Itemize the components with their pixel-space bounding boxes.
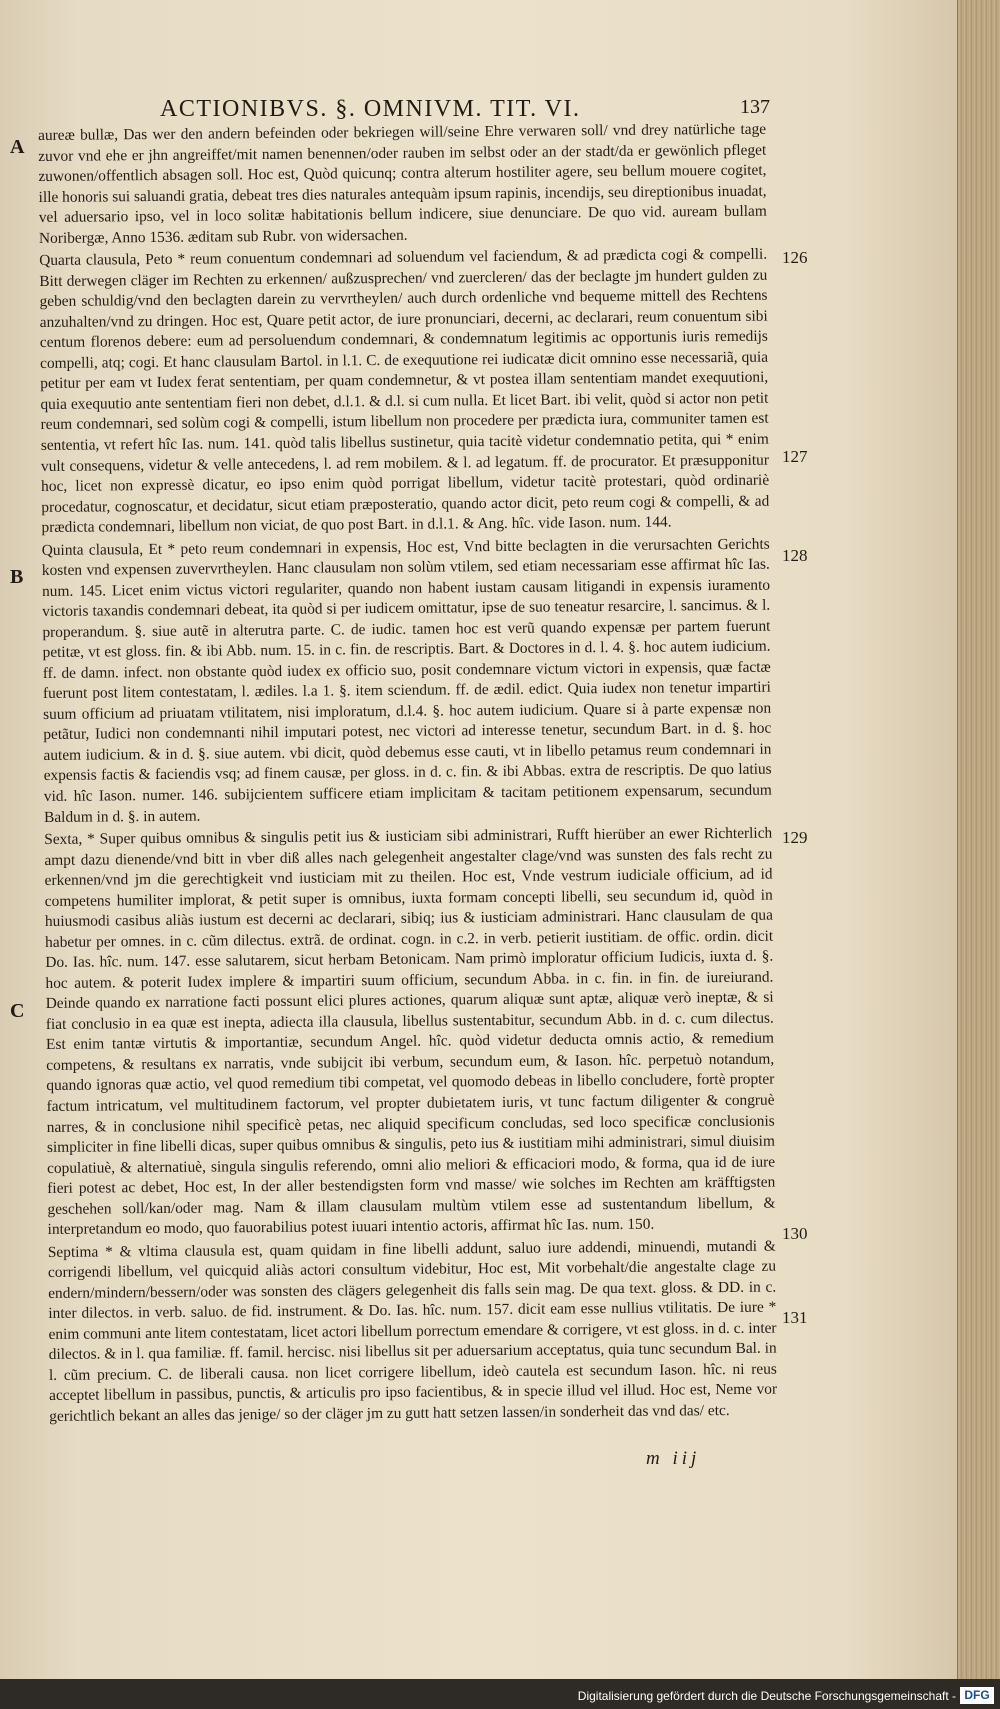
body-text bbox=[38, 120, 777, 1430]
paragraph-quarta-clausula: Quarta clausula, Peto * reum conuentum condemnari ad soluendum vel faciendum, & ad prædicta cogi & compelli. Bitt derwegen cläger im Rechten zu erkennen/ außzusprechen/ vnd zuercleren/ das der beclagte jm hundert gulden zu geben schuldig/vnd den beclagten darein zu vervrtheylen/ auch durch ordenliche vnd bequeme mittell des Rechtens anzuhalten/vnd zu dringen. Hoc est, Quare petit actor, de iure pronunciari, decerni, ac declarari, reum conuentum sibi centum florenos debere: eum ad persoluendum condemnari, & condemnatum legitimis ac opportunis iuris remedijs compelli, atq; cogi. Et hanc clausulam Bartol. in l.1. C. de exequutione rei iudicatæ dicit omnino esse necessariã, quia petitur per eam vt Iudex ferat sententiam, per quam condemnetur, & vt postea illam sententiam mandet exequutioni, quia exequutio ante sententiam fieri non debet, d.l.1. & d.l. si cum nulla. Et licet Bart. ibi velit, quòd si actor non petit reum condemnari, sed solùm cogi & compelli, istum libellum non procedere per prædicta iura, communiter tamen est sententia, vt refert hîc Ias. num. 141. quòd talis libellus sustinetur, quia tacitè videtur condemnatio petita, qui * enim vult consequens, videtur & velle antecedens, l. ad rem mobilem. & l. ad legatum. ff. de procurator. Et præsupponitur hoc, licet non expressè dicatur, eo ipso enim quòd porrigat libellum, videtur tacitè protestari, quòd ordinariè procedatur, cognoscatur, et decidatur, sicut etiam præposteratio, quando actor dicit, peto reum cogi & compelli, & ad prædicta condemnari, libellum non viciat, de quo post Bart. in d.l.1. & Ang. hîc. vide Iason. num. 144. bbox=[39, 245, 770, 537]
digitization-credit: Digitalisierung gefördert durch die Deutsche Forschungsgemeinschaft - bbox=[577, 1689, 956, 1703]
paragraph-septima-clausula: Septima * & vltima clausula est, quam quidam in fine libelli addunt, saluo iure addendi, minuendi, mutandi & corrigendi libellum, vel quicquid aliàs actori consultum videbitur, Hoc est, Mit vorbehalt/die angestalte clage zu endern/mindern/bessern/oder was sonsten des clägers gelegenheit dis falls sein mag. De qua text. gloss. & DD. in c. inter dilectos. in verb. saluo. de fid. instrument. & Do. Ias. hîc. num. 157. dicit eam esse nullius vtilitatis. De iure * enim communi ante litem contestatam, licet actori libellum porrectum emendare & corrigere, vt est gloss. in d. c. inter dilectos. & in l. qua familiæ. ff. famil. hercisc. nisi libellus sit per aduersarium acceptatus, quia tunc secundum Bal. in l. cũm precium. C. de liberali causa. non licet corrigere libellum, ideò cautela est secundum Iason. hîc. ni reus acceptet libellum in passibus, punctis, & articulis pro ipso facientibus, & in specie illud vel illud. Hoc est, Neme vor gerichtlich bekant an alles das jenige/ so der cläger jm zu gutt hatt setzen lassen/in sonderheit das vnd das/ etc. bbox=[47, 1237, 778, 1425]
margin-number-126: 126 bbox=[782, 248, 808, 267]
book-fore-edge bbox=[957, 0, 1000, 1690]
paragraph-aurea-bulla: aureæ bullæ, Das wer den andern befeinden oder bekriegen will/seine Ehre verwaren soll/ vnd drey natürliche tage zuvor vnd ehe er jhn angreiffet/mit namen benennen/oder rauben im selbst oder an der stadt/da er gewönlich pfleget zuwonen/offentlich absagen soll. Hoc est, Quòd quicunq; contra alterum hostiliter agere, seu bellum mouere cogitet, ille honoris sui saluandi gratia, debeat tres dies naturales antequàm ipsum rapinis, incendijs, seu direptionibus inuadat, vel aduersario ipso, vel in loco solitæ habitationis bellum indicere, siue denunciare. De quo vid. auream bullam Noribergæ, Anno 1536. æditam sub Rubr. von widersachen. bbox=[38, 120, 767, 247]
section-letter-a: A bbox=[10, 136, 25, 158]
margin-number-128: 128 bbox=[782, 546, 808, 565]
margin-number-130: 130 bbox=[782, 1224, 808, 1243]
signature-mark: m iij bbox=[646, 1448, 701, 1469]
margin-number-131: 131 bbox=[782, 1308, 808, 1327]
paragraph-sexta-clausula: Sexta, * Super quibus omnibus & singulis petit ius & iusticiam sibi administrari, Rufft hierüber an ewer Richterlich ampt dazu dienende/vnd bitt in vber diß alles nach gelegenheit angestalter clage/vnd was sunsten des fals recht zu erkennen/vnd jm die gerechtigkeit vnd iusticiam mit zu theilen. Hoc est, Vnde vestrum iudiciale officium, ad id competens humiliter implorat, & petit super is omnibus, iuxta formam concepti libelli, seu secundum id, quòd in huiusmodi casibus aliàs iustum est decerni ac declarari, sibiq; ius & iusticiam administrari. Hanc clausulam de qua habetur per omnes. in c. cũm dilectus. extrã. de ordinat. cogn. in c.2. in verb. petierit iustitiam. de offic. ordin. dicit Do. Ias. hîc. num. 147. esse salutarem, sicut herbam Betonicam. Nam primò imploratur officium Iudicis, iuxta d. §. hoc autem. & poterit Iudex implere & impartiri suum officium, secundum Abba. in c. fin. in fin. de iureiurand. Deinde quando ex narratione facti possunt elici plures actiones, quarum aliquæ sunt aptæ, aliquæ verò ineptæ, & si fiat conclusio in ea quæ est inepta, adiecta illa clausula, libellus sustentabitur, secundum Abb. in d. c. cum dilectus. Est enim tantæ virtutis & importantiæ, secundum Angel. hîc. quòd videtur deducta omnis actio, & remedium competens, & resultans ex narratis, vnde subijcit ibi verbum, secundum eum, & Iason. hîc. perpetuò notandum, quando ignoras quæ actio, vel quod remedium tibi competat, vel quomodo debeas in libello concludere, fortè propter factum intricatum, vel multitudinem factorum, vel propter dubietatem iuris, vt tunc factum diligenter & congruè narres, & in conclusione nihil specificè petas, nec aliquid specificum concludas, sed loco specificæ conclusionis simpliciter in fine libelli dicas, super quibus omnibus & singulis, peto ius & iustitiam mihi administrari, simul diuisim copulatiuè, & alternatiuè, singula singulis referendo, omni alio meliori & efficaciori modo, & forma, qua id de iure fieri potest ac debet, Hoc est, In der aller bestendigsten form vnd masse/ wie solches im Rechten am kräfftigsten geschehen soll/kan/oder mag. Nam & illam clausulam multùm vtilem esse ad sustentandum libellum, & interpretandum eo modo, quo fauorabilius potest iuuari intentio actoris, affirmat hîc Ias. num. 150. bbox=[44, 824, 776, 1239]
footer-bar bbox=[0, 1679, 1000, 1709]
margin-number-127: 127 bbox=[782, 447, 808, 466]
section-letter-c: C bbox=[10, 1000, 25, 1022]
page-number: 137 bbox=[740, 96, 770, 118]
running-header: ACTIONIBVS. §. OMNIVM. TIT. VI. bbox=[160, 96, 581, 122]
paragraph-quinta-clausula: Quinta clausula, Et * peto reum condemnari in expensis, Hoc est, Vnd bitte beclagten in die verursachten Gerichts kosten vnd expensen zuvervrtheylen. Hanc clausulam non solùm vtilem, sed etiam necessariam esse affirmat hîc Ias. num. 145. Licet enim victus victori regulariter, quando non habent iustam causam litigandi in expensis iuramento victoris taxandis condemnari debeat, ita quòd si per iudicem omittatur, ipse de suo teneatur resarcire, l. sancimus. & l. properandum. §. siue autẽ in alterutra parte. C. de iudic. tamen hoc est verũ quando expensæ per partem fuerunt petitæ, vt est gloss. fin. & ibi Abb. num. 15. in c. fin. de rescriptis. Bart. & Doctores in d. l. 4. §. hoc autem iudicium. ff. de damn. infect. non obstante quòd iudex ex officio suo, posit condemnare victum victori in expensis, quæ factæ fuerunt post litem contestatam, l. ædiles. l.a 1. §. item sciendum. ff. de ædil. edict. Quia iudex non tenetur impartiri suum officium ad priuatam vtilitatem, nisi imploratum, d.l.4. §. hoc autem iudicium. Quare si à parte expensæ non petãtur, Iudici non condemnanti nihil imputari potest, nec victori ad interesse tenetur, secundum Bart. in d. §. hoc autem iudicium. & in d. §. siue autem. vbi dicit, quòd debemus esse cauti, vt in libello petamus reum condemnari in expensis factis & faciendis vsq; ad finem causæ, per gloss. in d. c. fin. & ibi Abbas. extra de rescriptis. De quo latius vid. hîc Iason. numer. 146. subijcientem sufficere etiam implicitam & tacitam petitionem expensarum, secundum Baldum in d. §. in autem. bbox=[41, 535, 772, 826]
margin-number-129: 129 bbox=[782, 828, 808, 847]
dfg-logo: DFG bbox=[960, 1687, 994, 1704]
section-letter-b: B bbox=[10, 566, 24, 588]
